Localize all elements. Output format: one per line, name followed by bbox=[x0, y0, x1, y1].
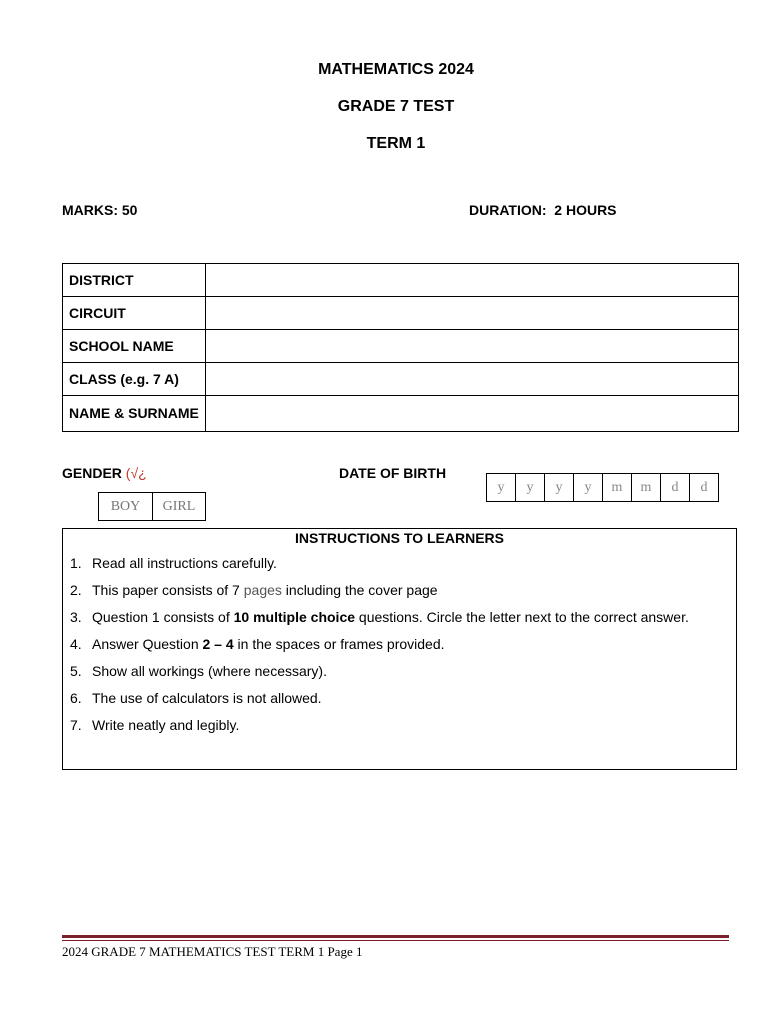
table-row bbox=[63, 330, 739, 363]
item-number: 7. bbox=[70, 717, 82, 733]
district-label: DISTRICT bbox=[63, 264, 206, 297]
dob-month-cell[interactable]: m bbox=[603, 474, 632, 501]
item-text-gray: pages bbox=[243, 582, 282, 598]
gender-heading bbox=[62, 465, 147, 481]
item-text: including the cover page bbox=[281, 582, 438, 598]
duration-label: DURATION: 2 HOURS bbox=[469, 202, 617, 218]
item-text: This paper consists of 7 bbox=[92, 582, 244, 598]
list-item bbox=[63, 604, 736, 631]
dob-year-cell[interactable]: y bbox=[516, 474, 545, 501]
table-row bbox=[63, 264, 739, 297]
list-item bbox=[63, 658, 736, 685]
title-grade: GRADE 7 TEST bbox=[337, 98, 455, 115]
dob-day-cell[interactable]: d bbox=[700, 479, 708, 495]
item-text: The use of calculators is not allowed. bbox=[92, 690, 322, 706]
learner-info-table bbox=[62, 263, 739, 432]
district-field[interactable] bbox=[206, 264, 739, 297]
item-number: 5. bbox=[70, 663, 82, 679]
marks-label: MARKS: 50 bbox=[62, 202, 138, 218]
item-text-bold: 10 multiple choice bbox=[233, 609, 356, 625]
dob-year-cell[interactable]: y bbox=[487, 474, 516, 501]
dob-year-cell[interactable]: y bbox=[545, 474, 574, 501]
item-number: 4. bbox=[70, 636, 82, 652]
item-number: 2. bbox=[70, 582, 82, 598]
gender-boy-box[interactable]: BOY bbox=[98, 492, 153, 521]
list-item bbox=[63, 712, 736, 739]
school-name-field[interactable] bbox=[206, 330, 739, 363]
dob-label: DATE OF BIRTH bbox=[339, 465, 447, 481]
dob-year-cell[interactable]: y bbox=[574, 474, 603, 501]
table-row bbox=[63, 396, 739, 432]
item-text: Question 1 consists of bbox=[92, 609, 234, 625]
item-text: Read all instructions carefully. bbox=[92, 555, 277, 571]
item-number: 3. bbox=[70, 609, 82, 625]
circuit-label: CIRCUIT bbox=[63, 297, 206, 330]
item-text-bold: 2 – 4 bbox=[202, 636, 234, 652]
list-item bbox=[63, 577, 736, 604]
circuit-field[interactable] bbox=[206, 297, 739, 330]
name-surname-label: NAME & SURNAME bbox=[63, 396, 206, 432]
class-label: CLASS (e.g. 7 A) bbox=[63, 363, 206, 396]
title-subject: MATHEMATICS 2024 bbox=[318, 61, 474, 78]
item-text: questions. Circle the letter next to the correct answer. bbox=[355, 609, 689, 625]
dob-day-cell[interactable]: d bbox=[661, 474, 690, 501]
instructions-title: INSTRUCTIONS TO LEARNERS bbox=[295, 530, 504, 546]
class-field[interactable] bbox=[206, 363, 739, 396]
item-text: Answer Question bbox=[92, 636, 203, 652]
page-footer: 2024 GRADE 7 MATHEMATICS TEST TERM 1 Page 1 bbox=[62, 944, 363, 959]
footer-divider-thin bbox=[62, 940, 729, 941]
dob-month-cell[interactable]: m bbox=[632, 474, 661, 501]
table-row bbox=[63, 297, 739, 330]
list-item bbox=[63, 631, 736, 658]
item-text: Show all workings (where necessary). bbox=[92, 663, 327, 679]
dob-grid bbox=[486, 473, 719, 502]
school-name-label: SCHOOL NAME bbox=[63, 330, 206, 363]
title-term: TERM 1 bbox=[366, 135, 426, 152]
gender-girl-box[interactable]: GIRL bbox=[152, 492, 206, 521]
list-item bbox=[63, 550, 736, 577]
table-row bbox=[63, 363, 739, 396]
gender-label: GENDER bbox=[62, 465, 122, 481]
list-item bbox=[63, 685, 736, 712]
footer-divider-thick bbox=[62, 935, 729, 938]
instructions-list bbox=[63, 550, 736, 739]
name-surname-field[interactable] bbox=[206, 396, 739, 432]
item-text: in the spaces or frames provided. bbox=[233, 636, 445, 652]
item-text: Write neatly and legibly. bbox=[92, 717, 240, 733]
checkmark-icon: (√¿ bbox=[125, 465, 147, 481]
item-number: 6. bbox=[70, 690, 82, 706]
item-number: 1. bbox=[70, 555, 82, 571]
instructions-box bbox=[62, 528, 737, 770]
